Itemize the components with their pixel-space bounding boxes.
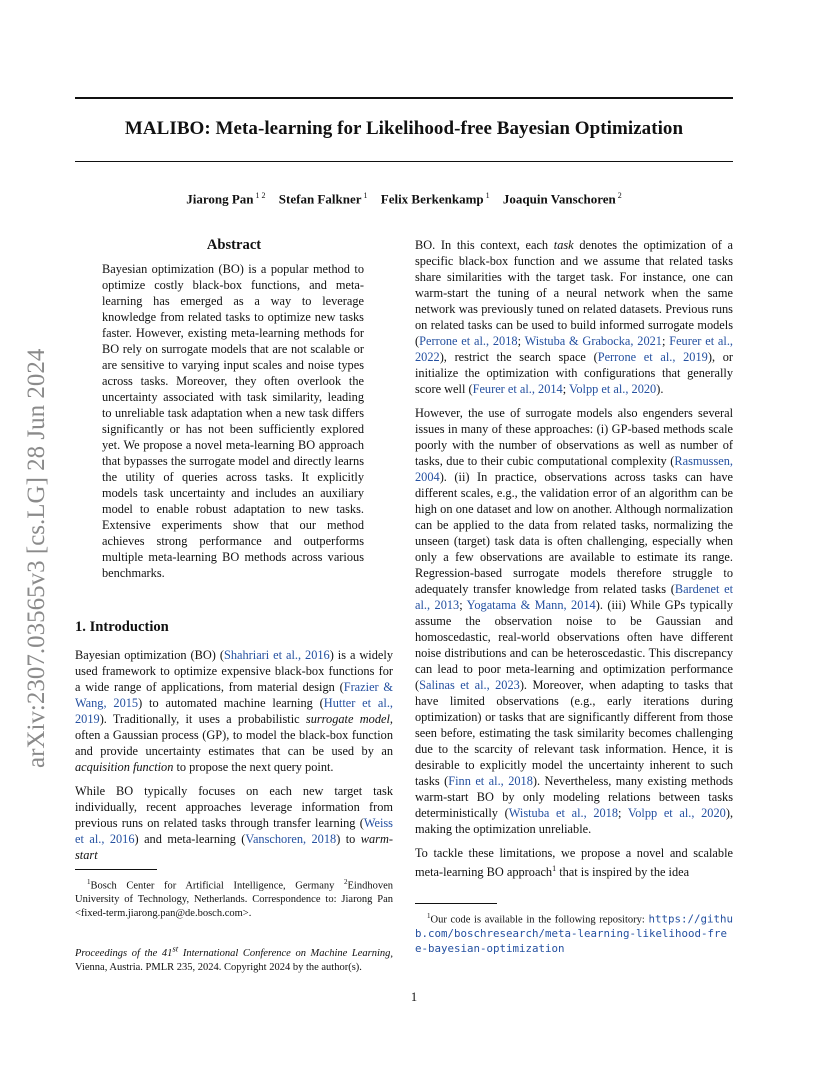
citation-link[interactable]: Yogatama & Mann, 2014 (466, 598, 596, 612)
citation-link[interactable]: Wistuba & Grabocka, 2021 (524, 334, 662, 348)
citation-link[interactable]: Finn et al., 2018 (448, 774, 533, 788)
citation-link[interactable]: Feurer et al., 2022 (415, 334, 733, 364)
citation-link[interactable]: Rasmussen, 2004 (415, 454, 733, 484)
author-affiliation: 1 (363, 191, 368, 200)
author-list (75, 191, 733, 207)
author-name: Stefan Falkner (278, 191, 362, 207)
citation-link[interactable]: Perrone et al., 2018 (419, 334, 518, 348)
introduction-heading: 1. Introduction (75, 619, 169, 635)
footnote-rule (75, 869, 157, 870)
citation-link[interactable]: Shahriari et al., 2016 (223, 648, 330, 662)
citation-link[interactable]: Vanschoren, 2018 (245, 832, 337, 846)
intro-paragraph: While BO typically focuses on each new target task individually, recent approaches leverage information from previous runs on related tasks through transfer learning (Weiss et al., 2016) and meta-learning (Vanschoren, 2018) to warm-start (75, 784, 394, 862)
author-name: Jiarong Pan (186, 191, 254, 207)
arxiv-sidebar-stamp: arXiv:2307.03565v3 [cs.LG] 28 Jun 2024 (23, 348, 50, 768)
citation-link[interactable]: Volpp et al., 2020 (569, 382, 657, 396)
intro-paragraph: However, the use of surrogate models also engenders several issues in many of these approaches: (i) GP-based methods scale poorly with the number of observations as well as number of tasks, due to their cubic computational complexity (Rasmussen, 2004). (ii) In practice, observations across tasks can have different scales, e.g., the validation error of an algorithm can be high on one dataset and low on another. Although normalization can be applied to the data from related tasks, normalizing the unseen (target) task data is often challenging, especially when only a few observations are available to estimate its range. Regression-based surrogate models therefore struggle to adequately transfer knowledge from related tasks (Bardenet et al., 2013; Yogatama & Mann, 2014). (iii) While GPs typically assume the observation noise to be Gaussian and homoscedastic, real-world observations often have different noise distributions and can be heteroscedastic. This discrepancy can lead to poor meta-learning and optimization performance (Salinas et al., 2023). Moreover, when adapting to tasks that have limited observations (e.g., early iterations during optimization) or tasks that are significantly different from those seen before, estimating the task similarity becomes challenging due to the scarcity of relevant task information. Hence, it is desirable to explicitly model the uncertainty inherent to such tasks (Finn et al., 2018). Nevertheless, many existing methods warm-start BO by only modeling relations between tasks deterministically (Wistuba et al., 2018; Volpp et al., 2020), making the optimization unreliable. (415, 406, 734, 836)
abstract-heading: Abstract (206, 237, 262, 253)
author-affiliation: 2 (617, 191, 622, 200)
author-affiliation: 1 2 (255, 191, 266, 200)
citation-link[interactable]: Salinas et al., 2023 (419, 678, 520, 692)
footnote-rule (415, 903, 497, 904)
author-name: Felix Berkenkamp (380, 191, 484, 207)
author-name: Joaquin Vanschoren (502, 191, 616, 207)
citation-link[interactable]: Hutter et al., 2019 (75, 696, 393, 726)
intro-paragraph: Bayesian optimization (BO) (Shahriari et al., 2016) is a widely used framework to optimize expensive black-box functions for a wide range of applications, from material design (Frazier & Wang, 2015) to automated machine learning (Hutter et al., 2019). Traditionally, it uses a probabilistic surrogate model, often a Gaussian process (GP), to model the black-box function and provide uncertainty estimates that can be used by an acquisition function to propose the next query point. (75, 648, 394, 774)
abstract-text: Bayesian optimization (BO) is a popular method to optimize costly black-box functions, and meta-learning has emerged as a way to leverage knowledge from related tasks to optimize new tasks faster. However, existing meta-learning methods for BO rely on surrogate models that are not scalable or are sensitive to varying input scales and noise types across tasks. Moreover, they often overlook the uncertainty associated with task similarity, leading to unreliable task adaptation when a new task differs significantly or has not been sufficiently explored yet. We propose a novel meta-learning BO approach that bypasses the surrogate model and directly learns the utility of queries across tasks. It explicitly models task uncertainty and includes an auxiliary model to enable robust adaptation to new tasks. Extensive experiments show that our method achieves strong performance and outperforms multiple meta-learning BO methods across various benchmarks. (102, 262, 364, 580)
paper-title: MALIBO: Meta-learning for Likelihood-free Bayesian Optimization (124, 118, 684, 139)
left-column (75, 236, 393, 863)
citation-link[interactable]: Weiss et al., 2016 (75, 816, 393, 846)
title-top-rule (75, 97, 733, 99)
footnote-marker: 1 (552, 864, 557, 873)
proceedings-note: Proceedings of the 41st International Conference on Machine Learning, Vienna, Austria. PMLR 235, 2024. Copyright 2024 by the author(s). (75, 943, 393, 974)
repository-link[interactable]: https://github.com/boschresearch/meta-learning-likelihood-free-bayesian-optimization (415, 912, 733, 956)
citation-link[interactable]: Frazier & Wang, 2015 (75, 680, 394, 710)
right-footnotes (415, 903, 733, 957)
code-footnote: $^1$Our code is available in the following repository: https://github.com/boschresearch/meta-learning-likelihood-free-bayesian-optimization (415, 912, 733, 956)
citation-link[interactable]: Bardenet et al., 2013 (415, 582, 733, 612)
right-column (415, 237, 733, 880)
intro-paragraph: To tackle these limitations, we propose a novel and scalable meta-learning BO approach$^1$ that is inspired by the idea (415, 846, 733, 880)
intro-paragraph: BO. In this context, each task denotes the optimization of a specific black-box function and we assume that related tasks share similarities with the target task. For instance, one can warm-start the tuning of a neural network when the same network was previously tuned on related datasets. Previous runs on related tasks can be used to build informed surrogate models (Perrone et al., 2018; Wistuba & Grabocka, 2021; Feurer et al., 2022), restrict the search space (Perrone et al., 2019), or initialize the optimization with configurations that generally score well (Feurer et al., 2014; Volpp et al., 2020). (415, 238, 734, 396)
citation-link[interactable]: Volpp et al., 2020 (627, 806, 726, 820)
left-footnotes (75, 869, 393, 975)
citation-link[interactable]: Perrone et al., 2019 (597, 350, 708, 364)
page-number: 1 (410, 990, 418, 1004)
affiliation-footnote: $^1$Bosch Center for Artificial Intelligence, Germany $^2$Eindhoven University of Technology, Netherlands. Correspondence to: Jiarong Pan <fixed-term.jiarong.pan@de.bosch.com>. (75, 878, 394, 920)
title-bottom-rule (75, 161, 733, 162)
citation-link[interactable]: Feurer et al., 2014 (472, 382, 563, 396)
citation-link[interactable]: Wistuba et al., 2018 (508, 806, 619, 820)
author-affiliation: 1 (485, 191, 490, 200)
